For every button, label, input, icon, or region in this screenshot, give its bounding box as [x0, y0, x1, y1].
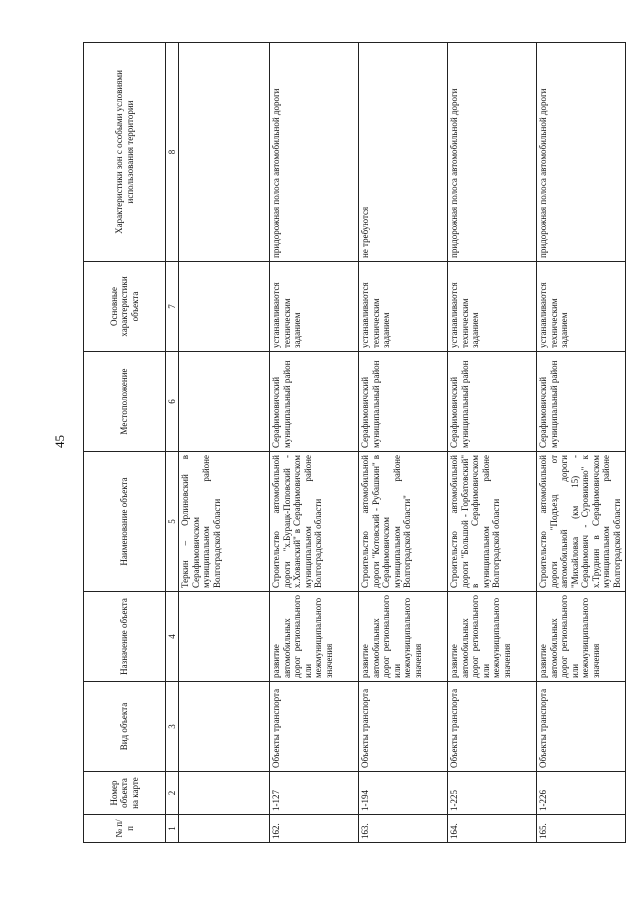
header-row — [84, 43, 166, 843]
column-number: 1 — [166, 815, 179, 843]
row-num: 164. — [448, 815, 537, 843]
row-type: Объекты транспорта — [537, 682, 626, 772]
column-number: 2 — [166, 772, 179, 815]
header-type: Вид объекта — [84, 682, 166, 772]
row-map-number: 1-194 — [359, 772, 448, 815]
row-characteristics: устанавливаются техническим заданием — [270, 262, 359, 352]
row-location: Серафимовичский муниципальный район — [448, 352, 537, 452]
row-num: 163. — [359, 815, 448, 843]
row-name: Строительство автомобильной дороги "Подъезд от автомобильной дороги "Михайловка (км 15) - Серафимович - Суровикино" к х.Труднин в Серафимовичском муниципальном районе Волгоградской области — [537, 452, 626, 592]
header-characteristics: Основные характеристики объекта — [84, 262, 166, 352]
header-zones: Характеристики зон с особыми условиями использования территории — [84, 43, 166, 262]
header-map-number: Номер объекта на карте — [84, 772, 166, 815]
header-name: Наименование объекта — [84, 452, 166, 592]
row-location: Серафимовичский муниципальный район — [359, 352, 448, 452]
row-zones: придорожная полоса автомобильной дороги — [270, 43, 359, 262]
row-purpose: развитие автомобильных дорог регионального или межмуниципального значения — [537, 592, 626, 682]
row-zones: придорожная полоса автомобильной дороги — [537, 43, 626, 262]
table-row — [359, 43, 448, 843]
row-location: Серафимовичский муниципальный район — [537, 352, 626, 452]
row-map-number: 1-127 — [270, 772, 359, 815]
row-map-number: 1-225 — [448, 772, 537, 815]
row-purpose: развитие автомобильных дорог регионального или межмуниципального значения — [448, 592, 537, 682]
column-number: 3 — [166, 682, 179, 772]
header-purpose: Назначение объекта — [84, 592, 166, 682]
row-purpose: развитие автомобильных дорог регионального или межмуниципального значения — [359, 592, 448, 682]
row-type: Объекты транспорта — [448, 682, 537, 772]
row-name: Строительство автомобильной дороги "х.Бурацк-Поповский - х.Хованский" в Серафимовичском муниципальном районе Волгоградской области — [270, 452, 359, 592]
row-zones: придорожная полоса автомобильной дороги — [448, 43, 537, 262]
row-purpose: развитие автомобильных дорог регионального или межмуниципального значения — [270, 592, 359, 682]
header-num: № п/п — [84, 815, 166, 843]
column-number: 5 — [166, 452, 179, 592]
row-zones: не требуются — [359, 43, 448, 262]
row-map-number: 1-226 — [537, 772, 626, 815]
row-location: Серафимовичский муниципальный район — [270, 352, 359, 452]
row-type: Объекты транспорта — [359, 682, 448, 772]
page-number: 45 — [52, 435, 67, 448]
header-location: Местоположение — [84, 352, 166, 452]
objects-table — [83, 42, 626, 843]
column-number: 6 — [166, 352, 179, 452]
continuation-row — [179, 43, 270, 843]
row-characteristics: устанавливаются техническим заданием — [448, 262, 537, 352]
column-number-row — [166, 43, 179, 843]
row-characteristics: устанавливаются техническим заданием — [537, 262, 626, 352]
row-name: Строительство автомобильной дороги "Большой - Горбатовский" в Серафимовичском муниципальном районе Волгоградской области — [448, 452, 537, 592]
column-number: 4 — [166, 592, 179, 682]
document-table-wrapper — [83, 43, 622, 843]
table-row — [270, 43, 359, 843]
row-characteristics: устанавливаются техническим заданием — [359, 262, 448, 352]
column-number: 8 — [166, 43, 179, 262]
continuation-name: Теркин – Орлиновский в Серафимовичском муниципальном районе Волгоградской области — [179, 452, 270, 592]
row-num: 162. — [270, 815, 359, 843]
table-row — [448, 43, 537, 843]
table-row — [537, 43, 626, 843]
row-type: Объекты транспорта — [270, 682, 359, 772]
column-number: 7 — [166, 262, 179, 352]
row-name: Строительство автомобильной дороги "Котовский - Рубашкин" в Серафимовичском муниципальном районе Волгоградской области" — [359, 452, 448, 592]
row-num: 165. — [537, 815, 626, 843]
